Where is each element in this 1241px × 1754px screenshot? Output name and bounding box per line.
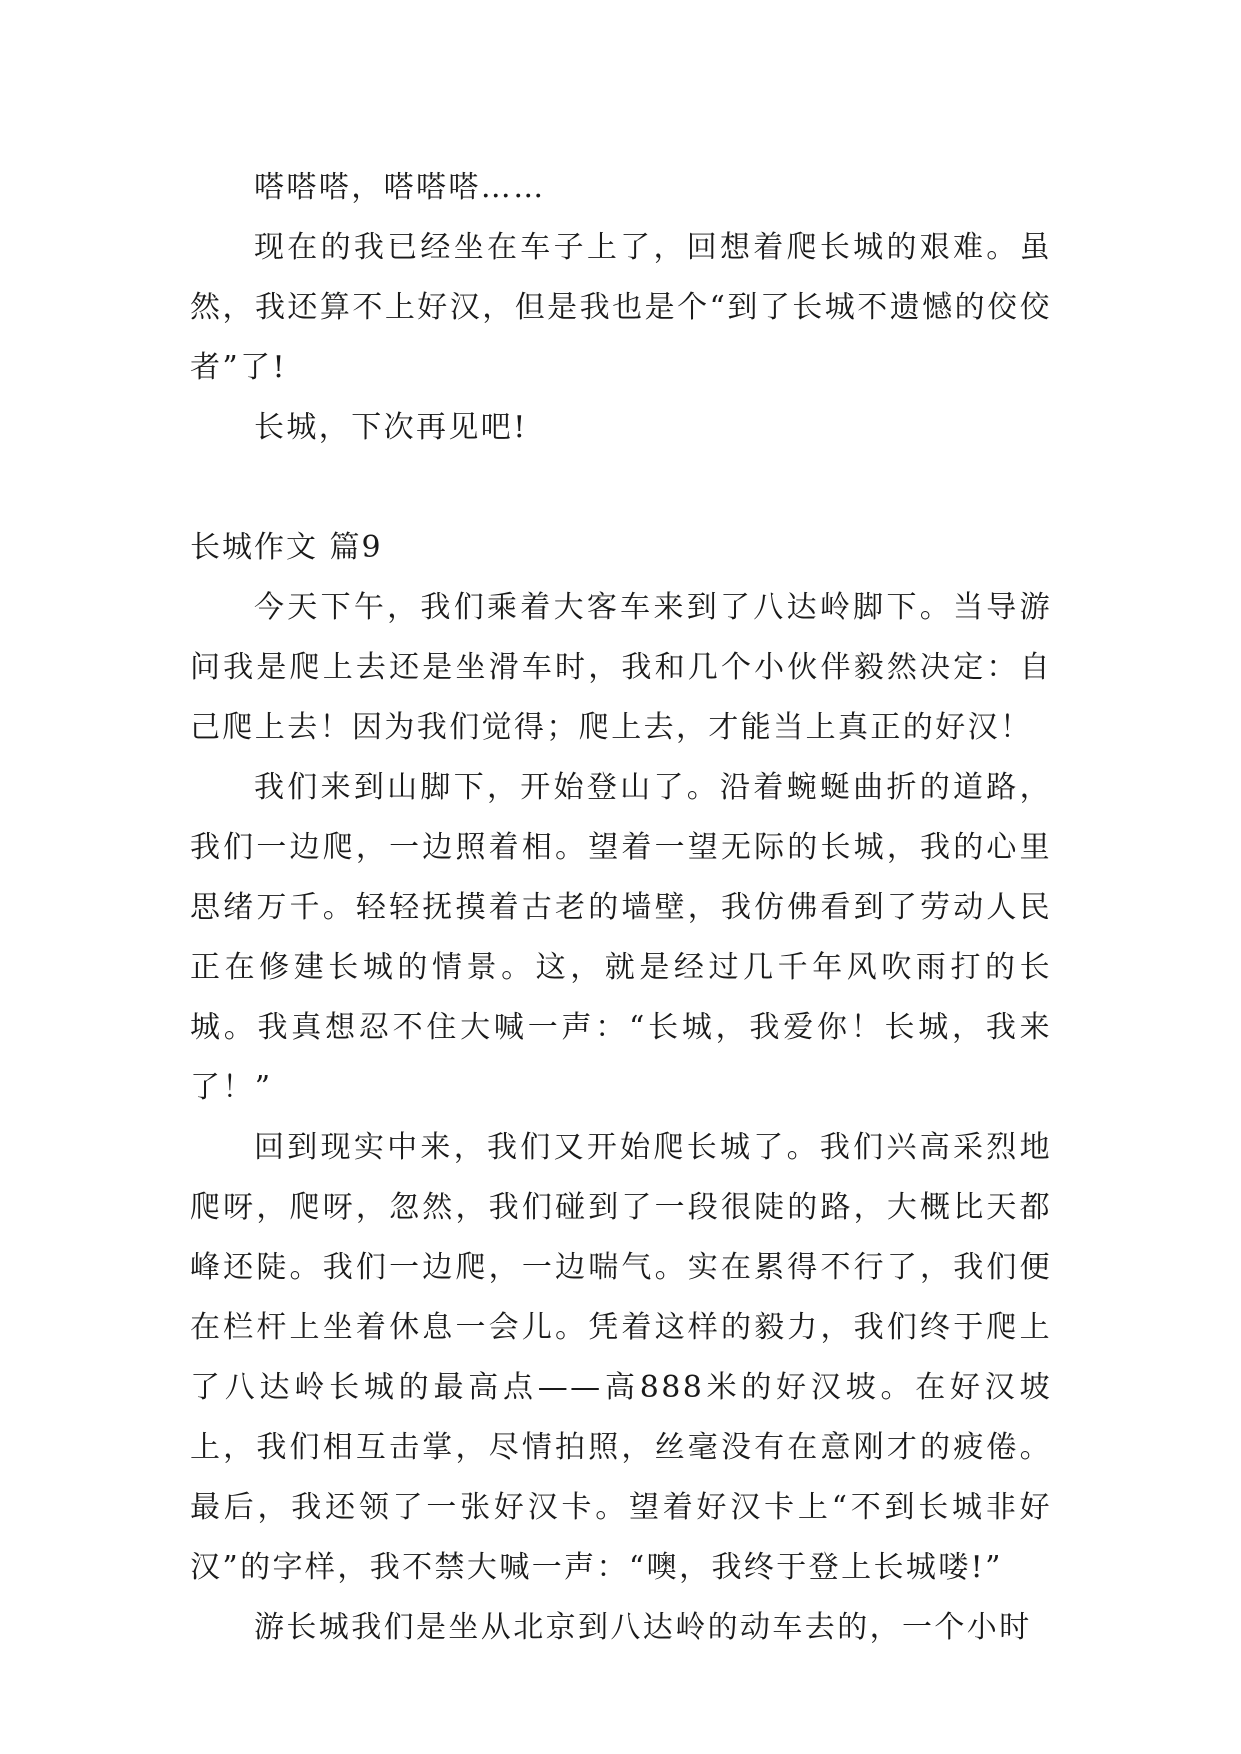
paragraph: 回到现实中来，我们又开始爬长城了。我们兴高采烈地爬呀，爬呀，忽然，我们碰到了一段很陡的路，大概比天都峰还陡。我们一边爬，一边喘气。实在累得不行了，我们便在栏杆上坐着休息一会儿。凭着这样的毅力，我们终于爬上了八达岭长城的最高点——高888米的好汉坡。在好汉坡上，我们相互击掌，尽情拍照，丝毫没有在意刚才的疲倦。最后，我还领了一张好汉卡。望着好汉卡上“不到长城非好汉”的字样，我不禁大喊一声：“噢，我终于登上长城喽!” — [190, 1130, 1052, 1585]
paragraph: 我们来到山脚下，开始登山了。沿着蜿蜒曲折的道路，我们一边爬，一边照着相。望着一望无际的长城，我的心里思绪万千。轻轻抚摸着古老的墙壁，我仿佛看到了劳动人民正在修建长城的情景。这，就是经过几千年风吹雨打的长城。我真想忍不住大喊一声：“长城，我爱你！长城，我来了！” — [190, 770, 1052, 1105]
section-heading: 长城作文 篇9 — [190, 530, 383, 565]
document-body — [190, 158, 1052, 1658]
paragraph: 嗒嗒嗒，嗒嗒嗒…… — [254, 170, 546, 205]
paragraph: 今天下午，我们乘着大客车来到了八达岭脚下。当导游问我是爬上去还是坐滑车时，我和几个小伙伴毅然决定：自己爬上去！因为我们觉得；爬上去，才能当上真正的好汉！ — [190, 590, 1052, 745]
paragraph: 现在的我已经坐在车子上了，回想着爬长城的艰难。虽然，我还算不上好汉，但是我也是个“到了长城不遗憾的佼佼者”了! — [190, 230, 1052, 385]
paragraph: 游长城我们是坐从北京到八达岭的动车去的，一个小时 — [254, 1610, 1032, 1645]
paragraph: 长城，下次再见吧! — [254, 410, 528, 445]
